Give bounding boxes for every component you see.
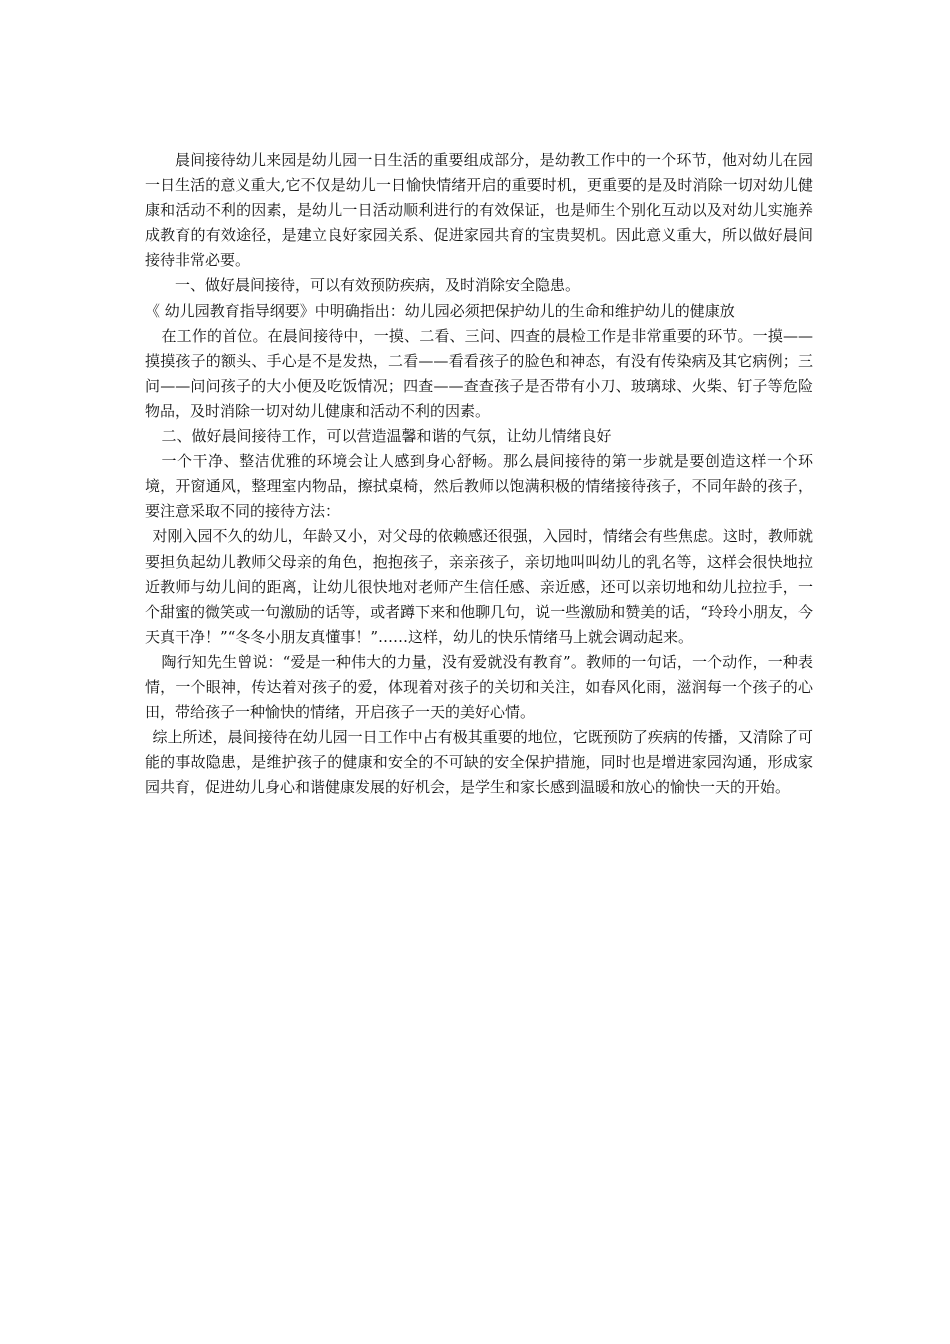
paragraph-guideline-quote: 《 幼儿园教育指导纲要》中明确指出：幼儿园必须把保护幼儿的生命和维护幼儿的健康放 xyxy=(145,301,735,320)
document-body xyxy=(145,148,813,800)
paragraph-tao-quote: 陶行知先生曾说：“爱是一种伟大的力量，没有爱就没有教育”。教师的一句话，一个动作，一种表情，一个眼神，传达着对孩子的爱，体现着对孩子的关切和关注，如春风化雨，滋润每一个孩子的心田，带给孩子一种愉快的情绪，开启孩子一天的美好心情。 xyxy=(145,652,813,722)
paragraph-environment: 一个干净、整洁优雅的环境会让人感到身心舒畅。那么晨间接待的第一步就是要创造这样一个环境，开窗通风，整理室内物品，擦拭桌椅，然后教师以饱满积极的情绪接待孩子，不同年龄的孩子，要注意采取不同的接待方法： xyxy=(145,452,813,521)
paragraph-morning-check: 在工作的首位。在晨间接待中，一摸、二看、三问、四查的晨检工作是非常重要的环节。一摸——摸摸孩子的额头、手心是不是发热，二看——看看孩子的脸色和神态，有没有传染病及其它病例；三问——问问孩子的大小便及吃饭情况；四查——查查孩子是否带有小刀、玻璃球、火柴、钉子等危险物品，及时消除一切对幼儿健康和活动不利的因素。 xyxy=(145,326,813,420)
paragraph-intro: 晨间接待幼儿来园是幼儿园一日生活的重要组成部分，是幼教工作中的一个环节，他对幼儿在园一日生活的意义重大,它不仅是幼儿一日愉快情绪开启的重要时机，更重要的是及时消除一切对幼儿健康和活动不利的因素，是幼儿一日活动顺利进行的有效保证，也是师生个别化互动以及对幼儿实施养成教育的有效途径，是建立良好家园关系、促进家园共育的宝贵契机。因此意义重大，所以做好晨间接待非常必要。 xyxy=(145,151,813,270)
paragraph-new-children: 对刚入园不久的幼儿，年龄又小，对父母的依赖感还很强，入园时，情绪会有些焦虑。这时，教师就要担负起幼儿教师父母亲的角色，抱抱孩子，亲亲孩子，亲切地叫叫幼儿的乳名等，这样会很快地拉近教师与幼儿间的距离，让幼儿很快地对老师产生信任感、亲近感，还可以亲切地和幼儿拉拉手，一个甜蜜的微笑或一句激励的话等，或者蹲下来和他聊几句，说一些激励和赞美的话，“玲玲小朋友，今天真干净！”“冬冬小朋友真懂事！”……这样，幼儿的快乐情绪马上就会调动起来。 xyxy=(145,527,813,646)
paragraph-conclusion: 综上所述，晨间接待在幼儿园一日工作中占有极其重要的地位，它既预防了疾病的传播，又清除了可能的事故隐患，是维护孩子的健康和安全的不可缺的安全保护措施，同时也是增进家园沟通，形成家园共育，促进幼儿身心和谐健康发展的好机会，是学生和家长感到温暖和放心的愉快一天的开始。 xyxy=(145,728,813,797)
heading-section-1: 一、做好晨间接待，可以有效预防疾病，及时消除安全隐患。 xyxy=(175,276,581,295)
heading-section-2: 二、做好晨间接待工作，可以营造温馨和谐的气氛，让幼儿情绪良好 xyxy=(161,427,612,446)
